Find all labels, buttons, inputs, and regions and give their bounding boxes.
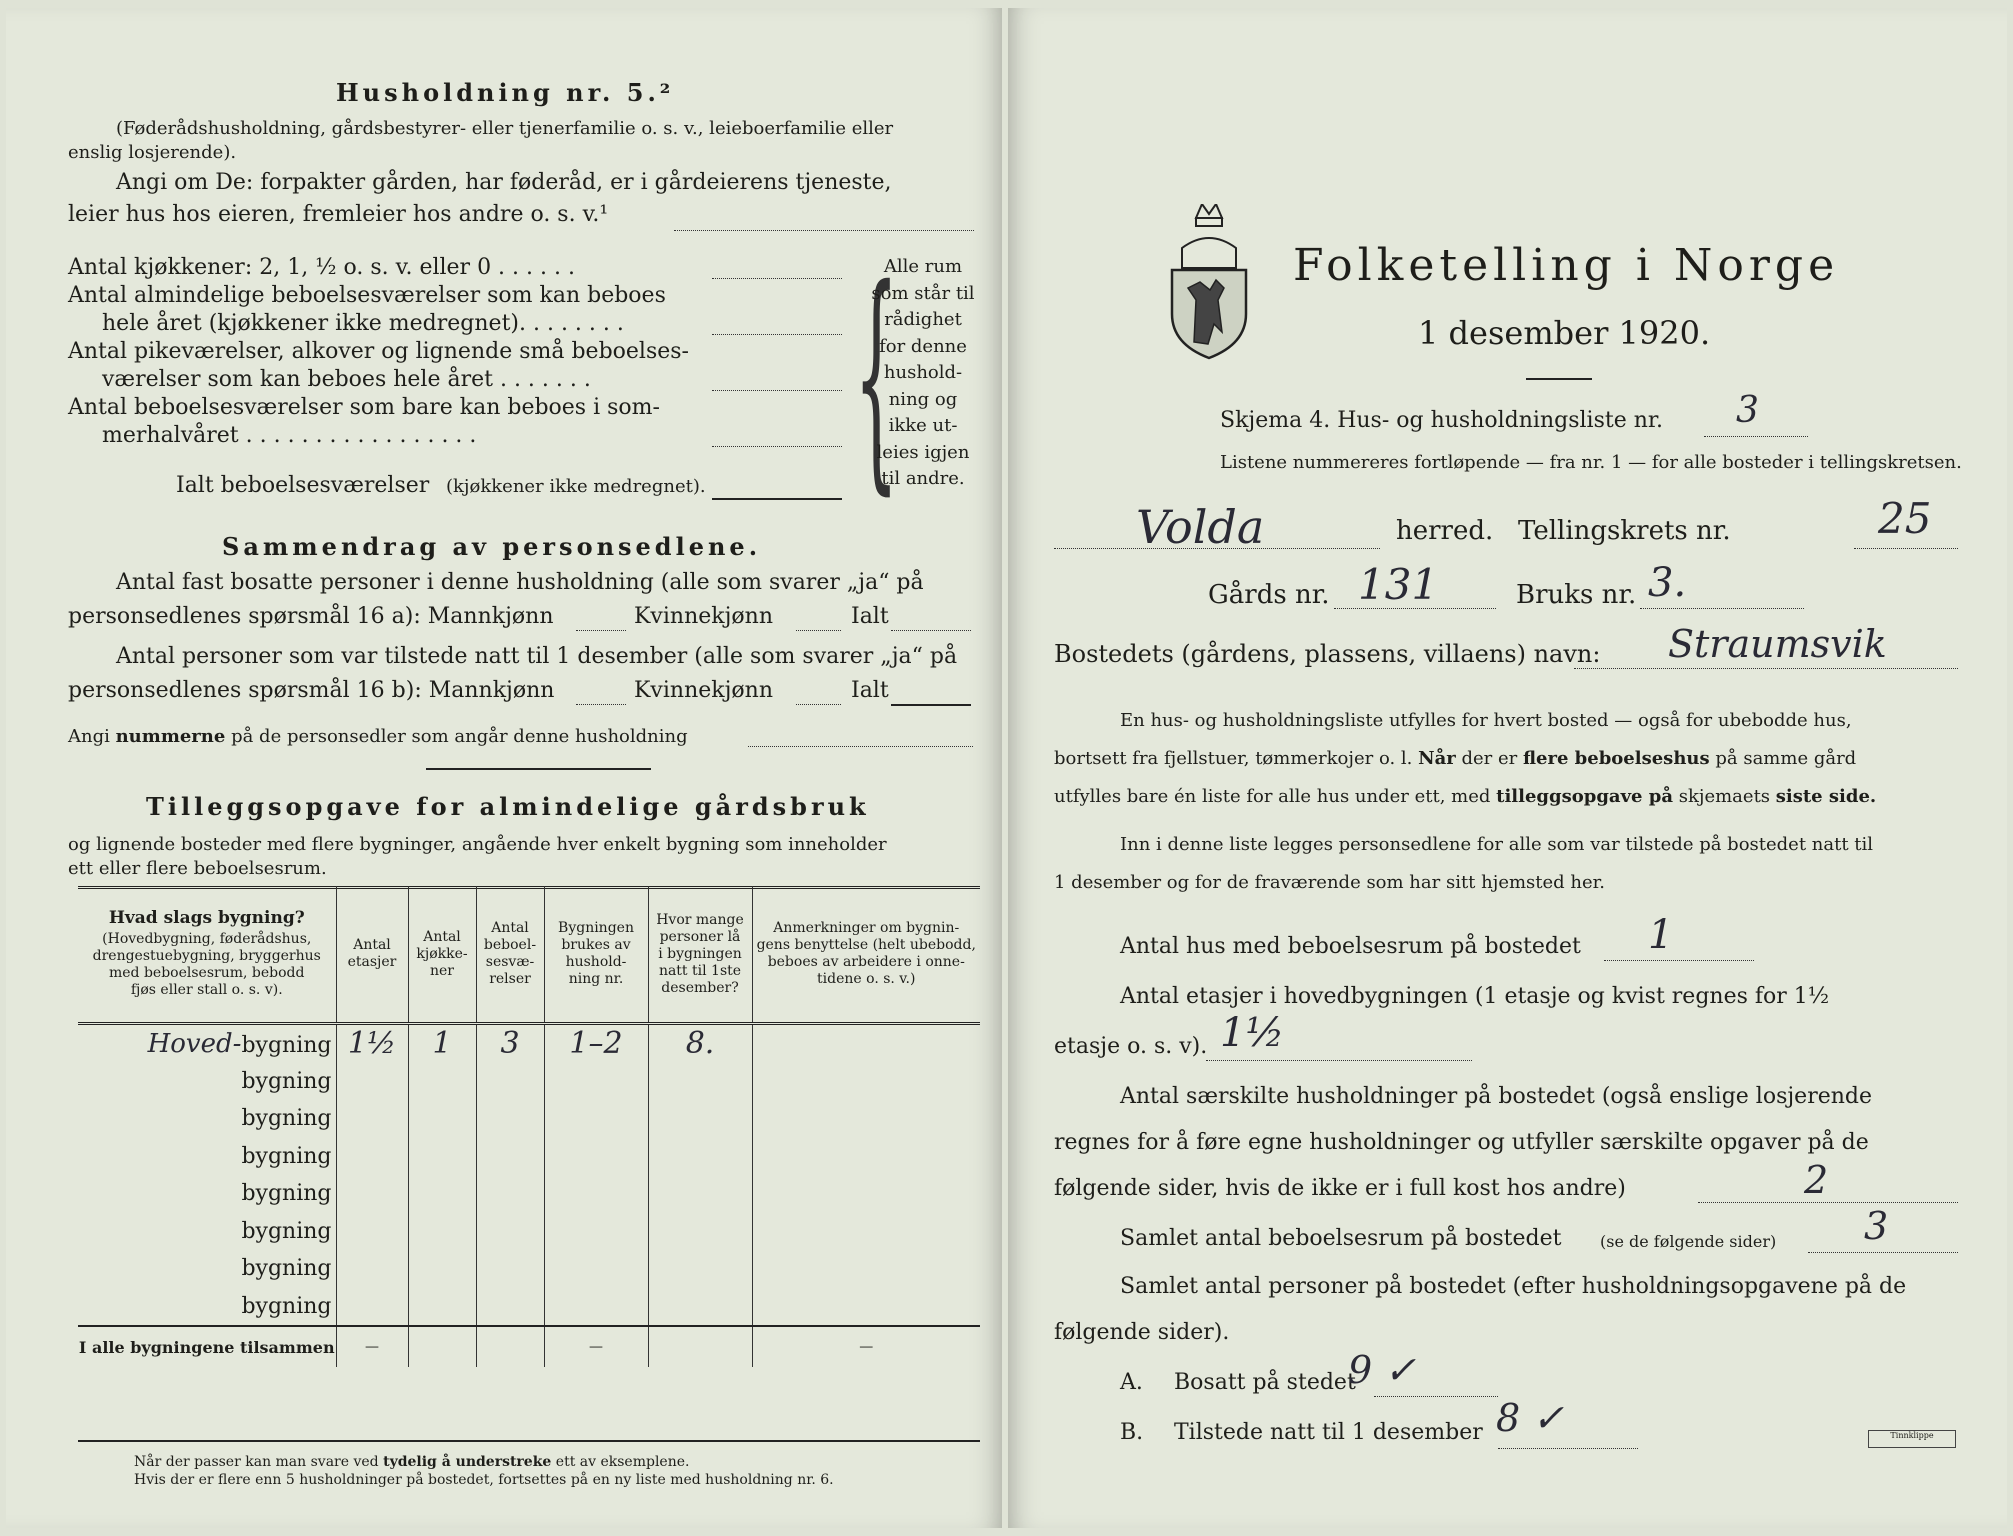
divider xyxy=(426,768,651,770)
rooms-total-label: Ialt beboelsesværelser xyxy=(176,473,430,498)
rooms-almindelige: Antal almindelige beboelsesværelser som kan beboes xyxy=(68,283,666,308)
rooms-pike: Antal pikeværelser, alkover og lignende små beboelses- xyxy=(68,339,689,364)
question-samlet-pers-2: følgende sider). xyxy=(1054,1320,1230,1345)
question-sarskilte-1: Antal særskilte husholdninger på bostedet (også enslige losjerende xyxy=(1120,1084,1873,1109)
bosted-value: Straumsvik xyxy=(1668,622,1887,666)
header-beboelses: Antal beboel- sesvæ- relser xyxy=(476,886,544,1024)
instructions-4: Inn i denne liste legges personsedlene for alle som var tilstede på bostedet natt til xyxy=(1120,834,1874,855)
question-hus: Antal hus med beboelsesrum på bostedet xyxy=(1120,934,1581,959)
document-title: Folketelling i Norge xyxy=(1293,240,1840,291)
bruks-value: 3. xyxy=(1648,560,1687,606)
rooms-sommer-2: merhalvåret . . . . . . . . . . . . . . . . . xyxy=(102,423,477,448)
question-sarskilte-2: regnes for å føre egne husholdninger og utfyller særskilte opgaver på de xyxy=(1054,1130,1869,1155)
brace-note: Alle rum som står til rådighet for denne hushold- ning og ikke ut- leies igjen til andre. xyxy=(871,256,975,489)
instructions-1: En hus- og husholdningsliste utfylles for hvert bosted — også for ubebodde hus, xyxy=(1120,710,1852,731)
a-value: 9 ✓ xyxy=(1348,1348,1417,1392)
household-subtitle-2: enslig losjerende). xyxy=(68,142,237,163)
hus-value: 1 xyxy=(1648,912,1674,958)
left-page: Husholdning nr. 5.² (Føderådshusholdning, gårdsbestyrer- eller tjenerfamilie o. s. v., leieboerfamilie eller enslig losjerende). Angi om De: forpakter gården, har føderåd, er i gårdeierens tjeneste, leier hus hos eieren, fremleier hos andre o. s. v.¹ Antal kjøkkener: 2, 1, ½ o. s. v. eller 0 . . . . . . Antal almindelige beboelsesværelser som kan beboes hele året (kjøkkener ikke medregnet). . . . . . . . Antal pikeværelser, alkover og lignende små beboelses- værelser som kan beboes hele året . . . . . . . Antal beboelsesværelser som bare kan beboes i som- merhalvåret . . . . . . . . . . . . . . . . . Ialt beboelsesværelser (kjøkkener ikke medregnet). { Alle rum som står til rådighet for denne hushold- ning og ikke ut- leies igjen til andre. Sammendrag av personsedlene. Antal fast bosatte personer i denne husholdning (alle som svarer „ja“ på personsedlenes spørsmål 16 a): Mannkjønn Kvinnekjønn Ialt Antal personer som var tilstede natt til 1 desember (alle som svarer „ja“ på personsedlenes spørsmål 16 b): Mannkjønn Kvinnekjønn Ialt Angi nummerne på de personsedler som angår denne husholdning Tilleggsopgave for almindelige gårdsbruk og lignende bosteder med flere bygninger, angående hver enkelt bygning som inneholder ett eller flere beboelsesrum. Hvad slags bygning? (Hovedbygning, føderådshus, drengestuebygning, bryggerhus med beboelsesrum, bebodd fjøs eller stall o. s. v). Antal etasjer Antal kjøkke- ner Antal beboel- sesvæ- relser Bygningen brukes av hushold- ning nr. Hvor mange personer lå i bygningen natt til 1ste desember? Anmerkninger om bygnin- gens benyttelse (helt ubebodd, beboes av arbeidere i onne- tidene o. s. v.) Hoved-bygning 1½ 1 3 1–2 8. bygning bygning bygning bygning bygning bygning bygning I alle bygningene tilsammen — — — Når der passer kan man svare ved tydelig å understreke ett av eksemplene. Hvis der er flere enn 5 husholdninger på bostedet, fortsettes på en ny liste med husholdning nr. 6. xyxy=(6,8,1002,1528)
header-anmerkninger: Anmerkninger om bygnin- gens benyttelse (helt ubebodd, beboes av arbeidere i onne- tidene o. s. v.) xyxy=(752,886,980,1024)
rooms-sommer: Antal beboelsesværelser som bare kan beboes i som- xyxy=(68,395,660,420)
b-text: Tilstede natt til 1 desember xyxy=(1174,1420,1483,1445)
sarskilte-value: 2 xyxy=(1804,1158,1829,1202)
question-samlet-rum: Samlet antal beboelsesrum på bostedet xyxy=(1120,1226,1562,1251)
herred-label: herred. xyxy=(1396,516,1494,546)
instructions-3: utfylles bare én liste for alle hus under ett, med tilleggsopgave på skjemaets siste side. xyxy=(1054,786,1877,807)
samlet-rum-note: (se de følgende sider) xyxy=(1600,1232,1777,1251)
a-label: A. xyxy=(1120,1370,1143,1395)
question-etasjer-b: etasje o. s. v). xyxy=(1054,1034,1208,1059)
table-row: bygning xyxy=(78,1175,980,1213)
a-text: Bosatt på stedet xyxy=(1174,1370,1356,1395)
answer-line xyxy=(674,230,974,231)
tillegg-title: Tilleggsopgave for almindelige gårdsbruk xyxy=(146,792,870,821)
footnote-2: Hvis der er flere enn 5 husholdninger på bostedet, fortsettes på en ny liste med husholdning nr. 6. xyxy=(134,1472,834,1488)
brace: { xyxy=(854,237,899,517)
question-angi-1: Angi om De: forpakter gården, har føderåd, er i gårdeierens tjeneste, xyxy=(116,170,892,195)
table-row: bygning xyxy=(78,1288,980,1327)
table-row: bygning xyxy=(78,1063,980,1101)
header-personer: Hvor mange personer lå i bygningen natt til 1ste desember? xyxy=(648,886,752,1024)
question-angi-2: leier hus hos eieren, fremleier hos andre o. s. v.¹ xyxy=(68,202,609,227)
table-row: bygning xyxy=(78,1213,980,1251)
tillegg-line-1: og lignende bosteder med flere bygninger, angående hver enkelt bygning som inneholder xyxy=(68,834,887,855)
summary-line-1: Antal fast bosatte personer i denne husholdning (alle som svarer „ja“ på xyxy=(116,570,924,595)
listene-note: Listene nummereres fortløpende — fra nr. 1 — for alle bosteder i tellingskretsen. xyxy=(1220,452,1962,473)
tellingskrets-label: Tellingskrets nr. xyxy=(1518,516,1731,546)
bosted-label: Bostedets (gårdens, plassens, villaens) navn: xyxy=(1054,640,1601,668)
household-subtitle: (Føderådshusholdning, gårdsbestyrer- eller tjenerfamilie o. s. v., leieboerfamilie eller xyxy=(116,118,894,139)
bruks-label: Bruks nr. xyxy=(1516,580,1637,610)
angi-nummerne: Angi nummerne på de personsedler som angår denne husholdning xyxy=(68,726,688,747)
etasjer-value: 1½ xyxy=(1220,1010,1285,1056)
summary-line-1b: personsedlenes spørsmål 16 a): Mannkjønn xyxy=(68,604,554,629)
title-rule xyxy=(1526,378,1592,380)
question-samlet-pers-1: Samlet antal personer på bostedet (efter husholdningsopgavene på de xyxy=(1120,1274,1907,1299)
skjema-label: Skjema 4. Hus- og husholdningsliste nr. xyxy=(1220,408,1663,433)
coat-of-arms-icon xyxy=(1166,204,1252,360)
table-row: bygning xyxy=(78,1138,980,1176)
header-kjokkener: Antal kjøkke- ner xyxy=(408,886,476,1024)
instructions-2: bortsett fra fjellstuer, tømmerkojer o. l. Når der er flere beboelseshus på samme gård xyxy=(1054,748,1857,769)
table-row: bygning xyxy=(78,1100,980,1138)
summary-line-2: Antal personer som var tilstede natt til 1 desember (alle som svarer „ja“ på xyxy=(116,644,958,669)
rooms-almindelige-2: hele året (kjøkkener ikke medregnet). . . . . . . . xyxy=(102,311,624,336)
table-row: bygning xyxy=(78,1250,980,1288)
printer-stamp: Tinnklippe xyxy=(1868,1430,1956,1448)
skjema-number: 3 xyxy=(1736,390,1759,431)
census-date: 1 desember 1920. xyxy=(1418,314,1711,352)
tillegg-line-2: ett eller flere beboelsesrum. xyxy=(68,858,327,879)
b-value: 8 ✓ xyxy=(1496,1396,1565,1440)
right-page xyxy=(1008,8,2007,1528)
question-sarskilte-3: følgende sider, hvis de ikke er i full kost hos andre) xyxy=(1054,1176,1626,1201)
table-total-row: I alle bygningene tilsammen — — — xyxy=(78,1326,980,1367)
samlet-rum-value: 3 xyxy=(1864,1204,1889,1248)
b-label: B. xyxy=(1120,1420,1144,1445)
question-etasjer: Antal etasjer i hovedbygningen (1 etasje og kvist regnes for 1½ xyxy=(1120,984,1830,1009)
gards-label: Gårds nr. xyxy=(1208,580,1330,610)
footnote-1: Når der passer kan man svare ved tydelig å understreke ett av eksemplene. xyxy=(134,1454,690,1470)
rooms-kjokkener: Antal kjøkkener: 2, 1, ½ o. s. v. eller 0 . . . . . . xyxy=(68,255,575,280)
header-brukes: Bygningen brukes av hushold- ning nr. xyxy=(544,886,648,1024)
instructions-5: 1 desember og for de fraværende som har sitt hjemsted her. xyxy=(1054,872,1605,893)
table-row: Hoved-bygning 1½ 1 3 1–2 8. xyxy=(78,1024,980,1063)
building-table xyxy=(78,886,980,1367)
header-etasjer: Antal etasjer xyxy=(336,886,408,1024)
summary-title: Sammendrag av personsedlene. xyxy=(222,532,762,561)
header-type: Hvad slags bygning? (Hovedbygning, føderådshus, drengestuebygning, bryggerhus med beboelsesrum, bebodd fjøs eller stall o. s. v). xyxy=(78,886,336,1024)
table-header-row xyxy=(78,886,980,1024)
rooms-pike-2: værelser som kan beboes hele året . . . . . . . xyxy=(102,367,591,392)
tellingskrets-value: 25 xyxy=(1878,494,1932,543)
summary-line-2b: personsedlenes spørsmål 16 b): Mannkjønn xyxy=(68,678,555,703)
gards-value: 131 xyxy=(1358,560,1439,609)
rooms-total-note: (kjøkkener ikke medregnet). xyxy=(446,476,706,497)
household-heading: Husholdning nr. 5.² xyxy=(336,78,675,107)
herred-value: Volda xyxy=(1136,500,1265,554)
